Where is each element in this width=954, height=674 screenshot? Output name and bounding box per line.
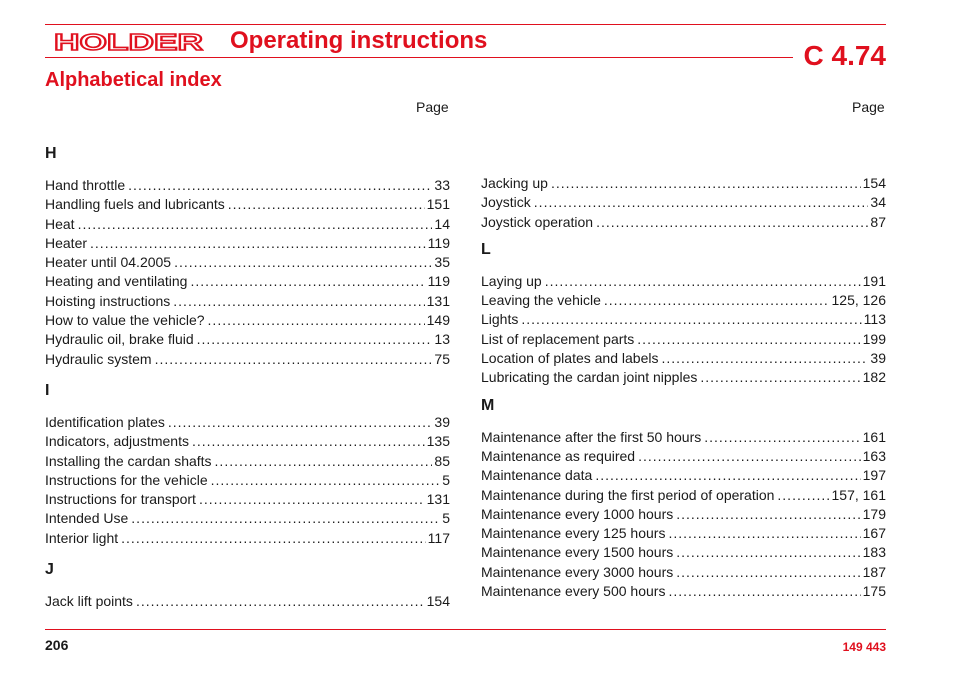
index-entry-page: 119	[427, 273, 450, 290]
index-entry-term: Maintenance after the first 50 hours	[481, 428, 702, 445]
index-entry	[481, 447, 886, 466]
index-entry-page: 175	[862, 583, 886, 600]
index-entry	[481, 368, 886, 387]
index-entry-term: Interior light	[45, 529, 119, 546]
index-entry-page: 13	[434, 331, 450, 348]
dot-leader	[668, 524, 860, 543]
dot-leader	[121, 529, 426, 548]
index-group-j	[45, 592, 450, 611]
index-entry-term: How to value the vehicle?	[45, 312, 205, 329]
dot-leader	[637, 330, 860, 349]
index-entry	[45, 253, 450, 272]
index-entry-page: 182	[862, 369, 886, 386]
page-number: 206	[45, 637, 69, 653]
index-entry	[45, 471, 450, 490]
index-entry-page: 149	[426, 312, 450, 329]
dot-leader	[199, 490, 425, 509]
index-entry	[481, 174, 886, 193]
index-entry-term: Lubricating the cardan joint nipples	[481, 369, 698, 386]
index-entry-page: 131	[426, 292, 450, 309]
page-column-label-left: Page	[416, 99, 449, 115]
dot-leader	[545, 272, 861, 291]
dot-leader	[596, 213, 868, 232]
index-entry-term: Hydraulic oil, brake fluid	[45, 331, 194, 348]
dot-leader	[638, 447, 861, 466]
index-entry-page: 14	[434, 215, 450, 232]
index-entry-term: Instructions for transport	[45, 491, 196, 508]
index-entry-page: 131	[426, 491, 450, 508]
index-letter-i: I	[45, 381, 50, 399]
dot-leader	[661, 349, 868, 368]
index-entry-term: Intended Use	[45, 510, 129, 527]
index-group-l	[481, 272, 886, 388]
index-entry-term: Maintenance every 1000 hours	[481, 505, 674, 522]
dot-leader	[704, 428, 860, 447]
index-entry	[45, 292, 450, 311]
index-entry-term: List of replacement parts	[481, 330, 635, 347]
index-entry-page: 187	[862, 563, 886, 580]
dot-leader	[211, 471, 441, 490]
dot-leader	[777, 486, 829, 505]
index-entry-term: Location of plates and labels	[481, 350, 659, 367]
index-entry-page: 113	[863, 311, 886, 328]
dot-leader	[604, 291, 830, 310]
index-group-i	[45, 413, 450, 548]
index-entry-term: Installing the cardan shafts	[45, 452, 212, 469]
index-letter-m: M	[481, 396, 495, 414]
dot-leader	[668, 582, 860, 601]
index-group-h	[45, 176, 450, 369]
index-entry-page: 163	[862, 447, 886, 464]
dot-leader	[676, 505, 860, 524]
index-entry-page: 117	[427, 529, 450, 546]
dot-leader	[174, 253, 432, 272]
footer-rule	[45, 629, 886, 630]
dot-leader	[551, 174, 861, 193]
index-entry-page: 33	[434, 177, 450, 193]
index-entry-page: 191	[862, 272, 886, 289]
index-entry-term: Jacking up	[481, 175, 548, 191]
dot-leader	[131, 509, 440, 528]
index-entry	[481, 543, 886, 562]
index-entry-page: 5	[442, 471, 450, 488]
index-entry-term: Maintenance every 500 hours	[481, 583, 666, 600]
index-entry	[45, 176, 450, 195]
index-entry	[481, 349, 886, 368]
index-column-right	[481, 144, 886, 601]
index-entry-term: Heater	[45, 234, 88, 251]
index-entry	[481, 310, 886, 329]
index-entry	[45, 195, 450, 214]
index-entry-term: Instructions for the vehicle	[45, 471, 208, 488]
index-entry-page: 39	[870, 350, 886, 367]
index-column-left	[45, 144, 450, 611]
dot-leader	[700, 368, 860, 387]
index-entry	[481, 193, 886, 212]
logo-text: HOLDER	[54, 31, 204, 53]
index-entry-page: 179	[862, 505, 886, 522]
dot-leader	[192, 432, 425, 451]
index-entry-term: Heat	[45, 215, 75, 232]
index-entry-term: Maintenance as required	[481, 447, 636, 464]
index-entry-page: 5	[442, 510, 450, 527]
index-entry	[481, 291, 886, 310]
dot-leader	[595, 466, 860, 485]
index-entry	[45, 311, 450, 330]
index-entry-page: 125, 126	[831, 292, 886, 309]
index-entry-term: Maintenance every 125 hours	[481, 525, 666, 542]
index-entry-term: Joystick	[481, 194, 531, 211]
index-entry-page: 157, 161	[831, 486, 886, 503]
index-entry-term: Hand throttle	[45, 177, 126, 193]
index-entry-term: Heating and ventilating	[45, 273, 188, 290]
index-entry	[45, 529, 450, 548]
index-letter-l: L	[481, 240, 491, 258]
index-entry	[481, 486, 886, 505]
index-entry-page: 161	[862, 428, 886, 445]
index-entry	[45, 234, 450, 253]
index-entry-page: 87	[870, 213, 886, 230]
index-entry-page: 34	[870, 194, 886, 211]
dot-leader	[128, 176, 432, 195]
index-entry-page: 151	[426, 196, 450, 213]
index-entry-page: 35	[434, 254, 450, 271]
index-entry	[481, 563, 886, 582]
index-entry-term: Maintenance every 3000 hours	[481, 563, 674, 580]
index-entry-term: Lights	[481, 311, 519, 328]
index-group-j-continued	[481, 174, 886, 232]
dot-leader	[78, 215, 433, 234]
index-entry-page: 199	[862, 330, 886, 347]
dot-leader	[521, 310, 861, 329]
index-entry	[481, 582, 886, 601]
index-entry	[481, 272, 886, 291]
dot-leader	[208, 311, 425, 330]
index-entry	[45, 592, 450, 611]
dot-leader	[155, 350, 433, 369]
holder-logo	[54, 31, 204, 58]
index-entry	[45, 452, 450, 471]
index-entry	[45, 272, 450, 291]
index-entry	[45, 432, 450, 451]
section-number: C 4.74	[803, 40, 886, 71]
index-entry-page: 183	[862, 544, 886, 561]
index-letter-j: J	[45, 561, 54, 579]
dot-leader	[190, 272, 425, 291]
index-entry	[481, 524, 886, 543]
dot-leader	[215, 452, 433, 471]
header-top-rule	[45, 24, 886, 25]
index-entry-page: 119	[427, 234, 450, 251]
index-entry	[45, 215, 450, 234]
index-entry-term: Heater until 04.2005	[45, 254, 172, 271]
index-entry	[45, 330, 450, 349]
index-entry-term: Indicators, adjustments	[45, 433, 189, 450]
dot-leader	[168, 413, 433, 432]
index-entry	[481, 466, 886, 485]
index-entry-page: 85	[434, 452, 450, 469]
index-entry-term: Maintenance during the first period of operation	[481, 486, 775, 503]
index-entry-page: 39	[434, 413, 450, 430]
index-entry-page: 154	[426, 593, 450, 610]
index-entry	[45, 413, 450, 432]
index-entry-term: Hoisting instructions	[45, 292, 171, 309]
index-group-m	[481, 428, 886, 602]
dot-leader	[228, 195, 425, 214]
index-entry-term: Hydraulic system	[45, 350, 152, 367]
index-entry	[45, 509, 450, 528]
index-entry	[45, 350, 450, 369]
index-entry-page: 154	[862, 175, 886, 191]
dot-leader	[676, 563, 860, 582]
index-entry	[481, 330, 886, 349]
document-code: 149 443	[842, 640, 886, 654]
index-entry	[481, 428, 886, 447]
page-column-label-right: Page	[852, 99, 885, 115]
index-entry-term: Laying up	[481, 272, 542, 289]
dot-leader	[173, 292, 424, 311]
index-entry-page: 75	[434, 350, 450, 367]
index-entry-page: 167	[862, 525, 886, 542]
index-entry-term: Identification plates	[45, 413, 165, 430]
index-entry-page: 135	[426, 433, 450, 450]
index-entry	[45, 490, 450, 509]
index-entry-term: Joystick operation	[481, 213, 594, 230]
index-entry	[481, 505, 886, 524]
index-letter-h: H	[45, 145, 57, 162]
index-entry-term: Maintenance every 1500 hours	[481, 544, 674, 561]
index-entry-term: Maintenance data	[481, 467, 593, 484]
index-entry-term: Handling fuels and lubricants	[45, 196, 225, 213]
dot-leader	[136, 592, 425, 611]
document-title: Operating instructions	[230, 27, 488, 54]
index-entry-term: Jack lift points	[45, 593, 133, 610]
dot-leader	[197, 330, 433, 349]
index-entry-page: 197	[862, 467, 886, 484]
index-entry-term: Leaving the vehicle	[481, 292, 601, 309]
section-title: Alphabetical index	[45, 69, 222, 91]
dot-leader	[534, 193, 869, 212]
dot-leader	[676, 543, 860, 562]
dot-leader	[90, 234, 426, 253]
index-entry	[481, 213, 886, 232]
